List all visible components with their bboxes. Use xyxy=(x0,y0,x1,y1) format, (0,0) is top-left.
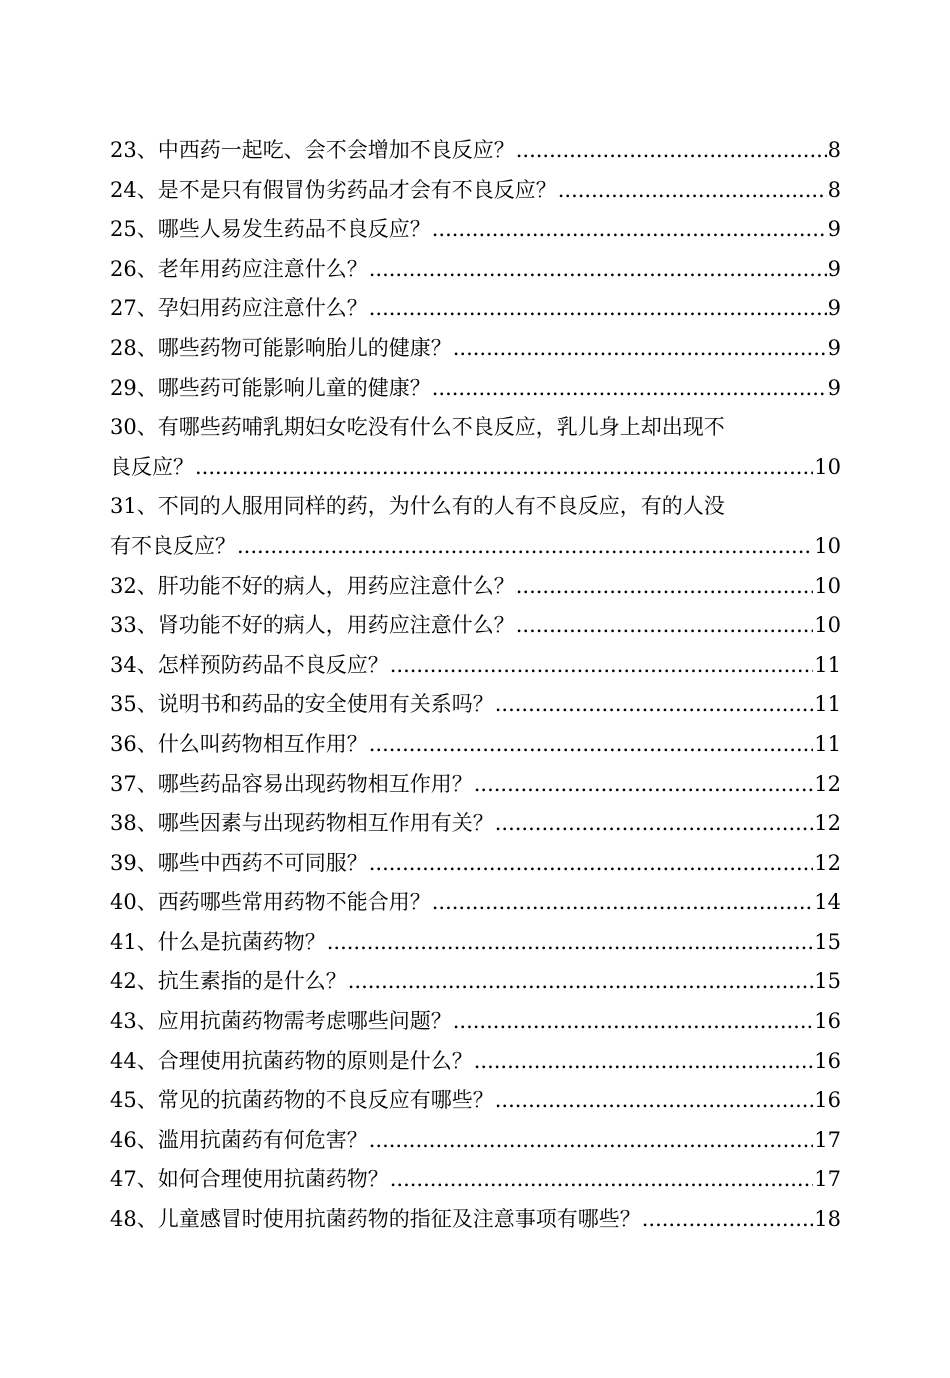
dot-leader xyxy=(369,1121,814,1161)
toc-page-number: 18 xyxy=(814,1207,841,1232)
dot-leader xyxy=(369,844,814,884)
toc-title: 32、肝功能不好的病人，用药应注意什么？ xyxy=(110,573,515,598)
toc-title: 35、说明书和药品的安全使用有关系吗？ xyxy=(110,692,494,717)
toc-title: 38、哪些因素与出现药物相互作用有关？ xyxy=(110,811,494,836)
toc-page xyxy=(110,131,841,1240)
toc-entry-29[interactable] xyxy=(110,369,841,409)
toc-entry-25[interactable] xyxy=(110,210,841,250)
toc-page-number: 10 xyxy=(814,533,841,558)
toc-page-number: 11 xyxy=(814,692,841,717)
dot-leader xyxy=(348,962,814,1002)
toc-entry-35[interactable] xyxy=(110,685,841,725)
toc-title: 36、什么叫药物相互作用？ xyxy=(110,731,368,756)
toc-entry-26[interactable] xyxy=(110,250,841,290)
dot-leader xyxy=(432,883,814,923)
dot-leader xyxy=(516,606,814,646)
toc-title-first-line: 30、有哪些药哺乳期妇女吃没有什么不良反应，乳儿身上却出现不 xyxy=(110,415,725,440)
toc-page-number: 12 xyxy=(814,850,841,875)
toc-title: 25、哪些人易发生药品不良反应？ xyxy=(110,217,431,242)
dot-leader xyxy=(558,171,827,211)
dot-leader xyxy=(195,448,813,488)
toc-entry-34[interactable] xyxy=(110,646,841,686)
dot-leader xyxy=(474,765,814,805)
toc-title: 43、应用抗菌药物需考虑哪些问题？ xyxy=(110,1009,452,1034)
dot-leader xyxy=(432,369,827,409)
toc-title: 46、滥用抗菌药有何危害？ xyxy=(110,1127,368,1152)
dot-leader xyxy=(390,1160,814,1200)
toc-title: 34、怎样预防药品不良反应？ xyxy=(110,652,389,677)
toc-title: 26、老年用药应注意什么？ xyxy=(110,256,368,281)
toc-page-number: 10 xyxy=(814,573,841,598)
toc-page-number: 9 xyxy=(827,217,841,242)
toc-title: 47、如何合理使用抗菌药物？ xyxy=(110,1167,389,1192)
toc-entry-24[interactable] xyxy=(110,171,841,211)
toc-entry-43[interactable] xyxy=(110,1002,841,1042)
toc-page-number: 17 xyxy=(814,1167,841,1192)
toc-page-number: 11 xyxy=(814,652,841,677)
toc-entry-42[interactable] xyxy=(110,962,841,1002)
toc-entry-28[interactable] xyxy=(110,329,841,369)
toc-page-number: 10 xyxy=(814,613,841,638)
dot-leader xyxy=(237,527,813,567)
toc-entry-47[interactable] xyxy=(110,1160,841,1200)
dot-leader xyxy=(369,289,827,329)
dot-leader xyxy=(495,685,814,725)
toc-title: 41、什么是抗菌药物？ xyxy=(110,929,326,954)
dot-leader xyxy=(453,1002,814,1042)
toc-title: 37、哪些药品容易出现药物相互作用？ xyxy=(110,771,473,796)
toc-page-number: 14 xyxy=(814,890,841,915)
toc-page-number: 15 xyxy=(814,929,841,954)
toc-page-number: 9 xyxy=(827,296,841,321)
toc-entry-41[interactable] xyxy=(110,923,841,963)
toc-entry-39[interactable] xyxy=(110,844,841,884)
toc-entry-37[interactable] xyxy=(110,765,841,805)
dot-leader xyxy=(369,250,827,290)
dot-leader xyxy=(474,1042,814,1082)
toc-title: 39、哪些中西药不可同服？ xyxy=(110,850,368,875)
toc-page-number: 8 xyxy=(827,177,841,202)
toc-page-number: 15 xyxy=(814,969,841,994)
toc-title: 42、抗生素指的是什么？ xyxy=(110,969,347,994)
toc-page-number: 8 xyxy=(827,138,841,162)
toc-page-number: 16 xyxy=(814,1088,841,1113)
toc-page-number: 12 xyxy=(814,771,841,796)
toc-title: 27、孕妇用药应注意什么？ xyxy=(110,296,368,321)
toc-page-number: 12 xyxy=(814,811,841,836)
dot-leader xyxy=(516,131,827,171)
toc-title: 23、中西药一起吃、会不会增加不良反应？ xyxy=(110,138,515,162)
dot-leader xyxy=(369,725,814,765)
dot-leader xyxy=(453,329,827,369)
toc-entry-45[interactable] xyxy=(110,1081,841,1121)
dot-leader xyxy=(327,923,814,963)
toc-entry-36[interactable] xyxy=(110,725,841,765)
toc-page-number: 10 xyxy=(814,454,841,479)
dot-leader xyxy=(516,567,814,607)
toc-entry-38[interactable] xyxy=(110,804,841,844)
toc-title: 40、西药哪些常用药物不能合用？ xyxy=(110,890,431,915)
toc-entry-40[interactable] xyxy=(110,883,841,923)
toc-entry-48[interactable] xyxy=(110,1200,841,1240)
dot-leader xyxy=(642,1200,814,1240)
toc-title: 33、肾功能不好的病人，用药应注意什么？ xyxy=(110,613,515,638)
toc-title-first-line: 31、不同的人服用同样的药，为什么有的人有不良反应，有的人没 xyxy=(110,494,725,519)
dot-leader xyxy=(495,804,814,844)
toc-title: 48、儿童感冒时使用抗菌药物的指征及注意事项有哪些？ xyxy=(110,1207,641,1232)
toc-entry-46[interactable] xyxy=(110,1121,841,1161)
toc-title: 24、是不是只有假冒伪劣药品才会有不良反应？ xyxy=(110,177,557,202)
toc-page-number: 9 xyxy=(827,375,841,400)
toc-page-number: 17 xyxy=(814,1127,841,1152)
toc-entry-27[interactable] xyxy=(110,289,841,329)
toc-entry-33[interactable] xyxy=(110,606,841,646)
toc-page-number: 16 xyxy=(814,1048,841,1073)
toc-entry-31[interactable] xyxy=(110,487,841,566)
toc-title: 28、哪些药物可能影响胎儿的健康？ xyxy=(110,335,452,360)
toc-title: 29、哪些药可能影响儿童的健康？ xyxy=(110,375,431,400)
toc-entry-30[interactable] xyxy=(110,408,841,487)
dot-leader xyxy=(390,646,814,686)
dot-leader xyxy=(495,1081,814,1121)
toc-title: 良反应？ xyxy=(110,454,194,479)
toc-page-number: 16 xyxy=(814,1009,841,1034)
toc-title: 有不良反应？ xyxy=(110,533,236,558)
toc-page-number: 11 xyxy=(814,731,841,756)
toc-title: 45、常见的抗菌药物的不良反应有哪些？ xyxy=(110,1088,494,1113)
toc-entry-32[interactable] xyxy=(110,567,841,607)
toc-page-number: 9 xyxy=(827,256,841,281)
toc-entry-44[interactable] xyxy=(110,1042,841,1082)
toc-entry-23[interactable] xyxy=(110,131,841,171)
toc-title: 44、合理使用抗菌药物的原则是什么？ xyxy=(110,1048,473,1073)
toc-page-number: 9 xyxy=(827,335,841,360)
dot-leader xyxy=(432,210,827,250)
